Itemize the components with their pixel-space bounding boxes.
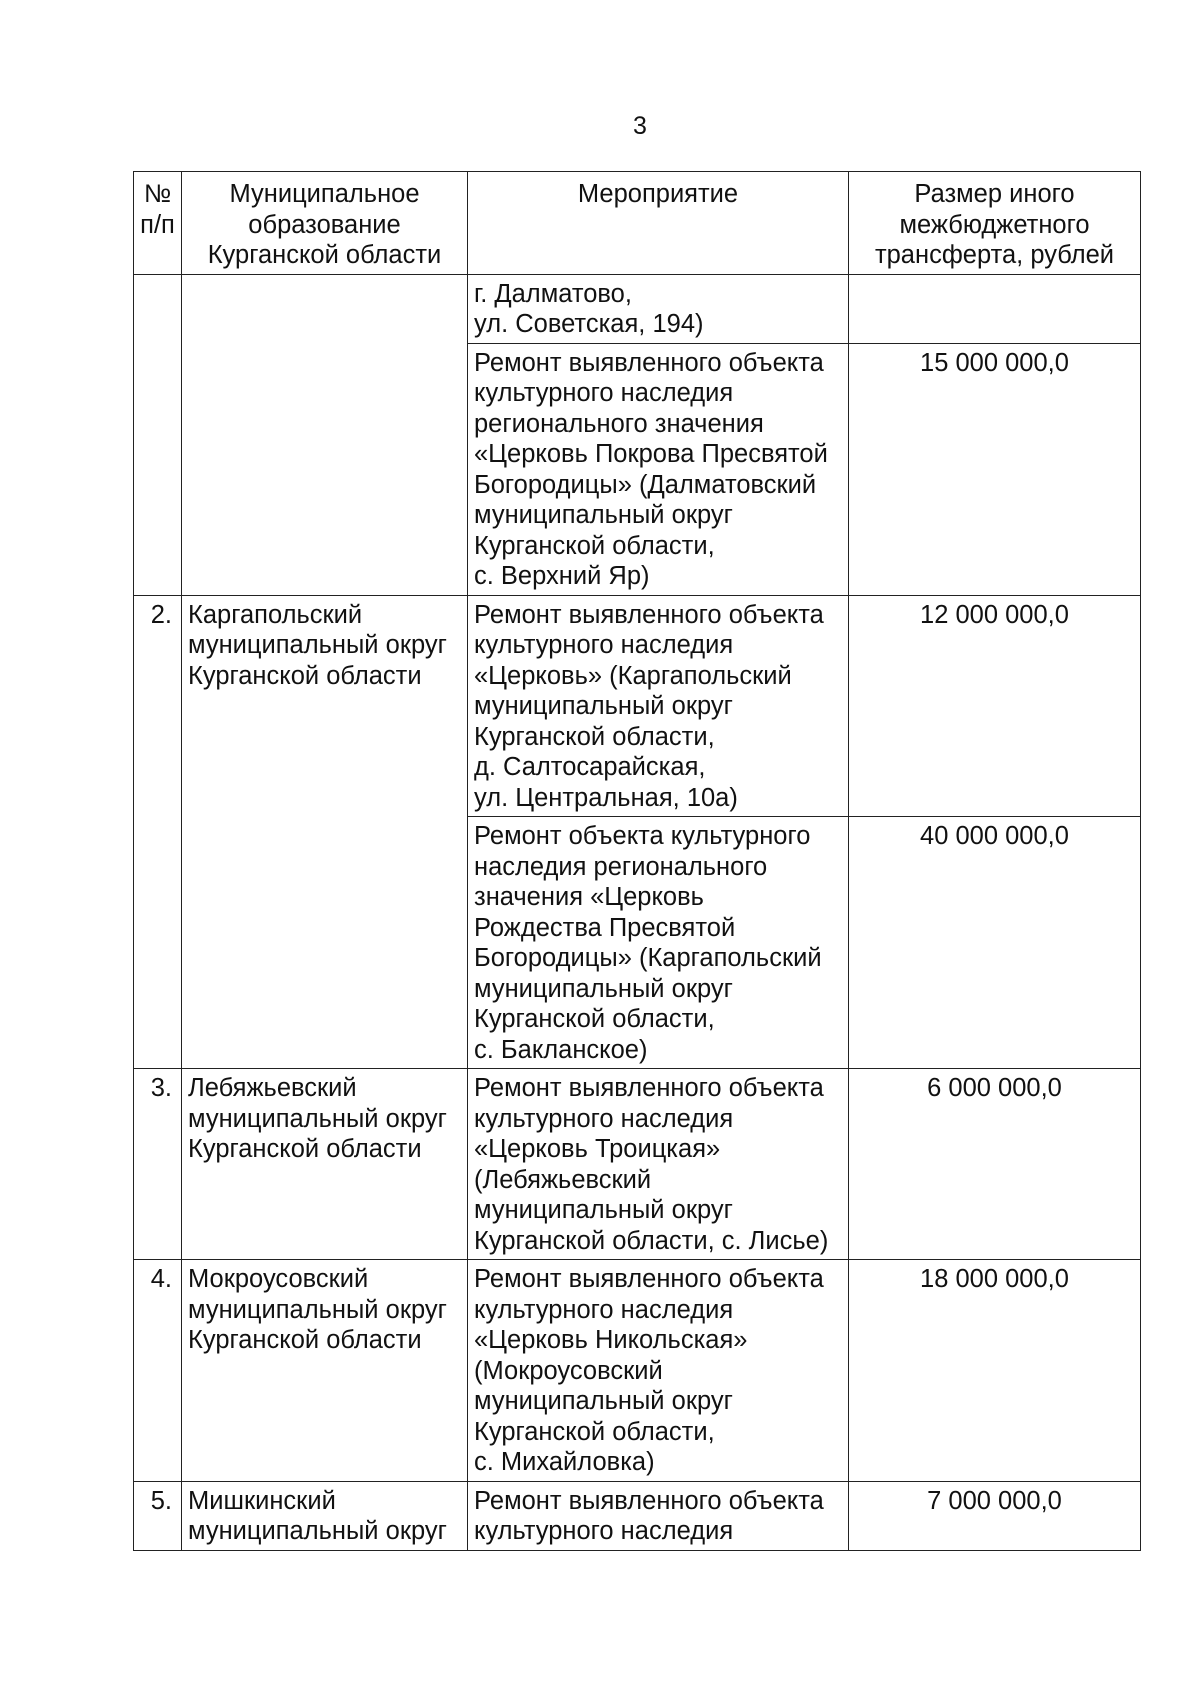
page-number: 3 [633, 112, 647, 140]
row-event: г. Далматово, ул. Советская, 194) [468, 274, 849, 343]
row-municipality: Мишкинский муниципальный округ [182, 1481, 468, 1550]
table-row [134, 274, 1141, 343]
row-amount: 40 000 000,0 [849, 817, 1141, 1069]
row-event: Ремонт выявленного объекта культурного наследия регионального значения «Церковь Покрова Пресвятой Богородицы» (Далматовский муниципальный округ Курганской области, с. Верхний Яр) [468, 343, 849, 595]
row-amount: 15 000 000,0 [849, 343, 1141, 595]
row-event: Ремонт выявленного объекта культурного наследия «Церковь» (Каргапольский муниципальный округ Курганской области, д. Салтосарайская, ул. Центральная, 10а) [468, 595, 849, 817]
transfers-table [133, 171, 1141, 1551]
row-num: 3. [134, 1069, 182, 1260]
header-event: Мероприятие [468, 172, 849, 275]
row-municipality: Мокроусовский муниципальный округ Курганской области [182, 1260, 468, 1482]
row-event: Ремонт выявленного объекта культурного наследия [468, 1481, 849, 1550]
row-event: Ремонт выявленного объекта культурного наследия «Церковь Троицкая» (Лебяжьевский муниципальный округ Курганской области, с. Лисье) [468, 1069, 849, 1260]
table-row [134, 1260, 1141, 1482]
table-row [134, 1069, 1141, 1260]
table-row [134, 1481, 1141, 1550]
table-row [134, 595, 1141, 817]
row-num: 5. [134, 1481, 182, 1550]
row-num: 2. [134, 595, 182, 1069]
row-municipality [182, 274, 468, 595]
header-municipality: Муниципальное образование Курганской области [182, 172, 468, 275]
row-municipality: Лебяжьевский муниципальный округ Курганской области [182, 1069, 468, 1260]
row-event: Ремонт выявленного объекта культурного наследия «Церковь Никольская» (Мокроусовский муниципальный округ Курганской области, с. Михайловка) [468, 1260, 849, 1482]
header-num: № п/п [134, 172, 182, 275]
row-amount [849, 274, 1141, 343]
row-amount: 12 000 000,0 [849, 595, 1141, 817]
row-num [134, 274, 182, 595]
row-amount: 7 000 000,0 [849, 1481, 1141, 1550]
row-event: Ремонт объекта культурного наследия регионального значения «Церковь Рождества Пресвятой Богородицы» (Каргапольский муниципальный округ Курганской области, с. Бакланское) [468, 817, 849, 1069]
row-municipality: Каргапольский муниципальный округ Курганской области [182, 595, 468, 1069]
row-num: 4. [134, 1260, 182, 1482]
table-header-row [134, 172, 1141, 275]
header-amount: Размер иного межбюджетного трансферта, рублей [849, 172, 1141, 275]
row-amount: 18 000 000,0 [849, 1260, 1141, 1482]
row-amount: 6 000 000,0 [849, 1069, 1141, 1260]
